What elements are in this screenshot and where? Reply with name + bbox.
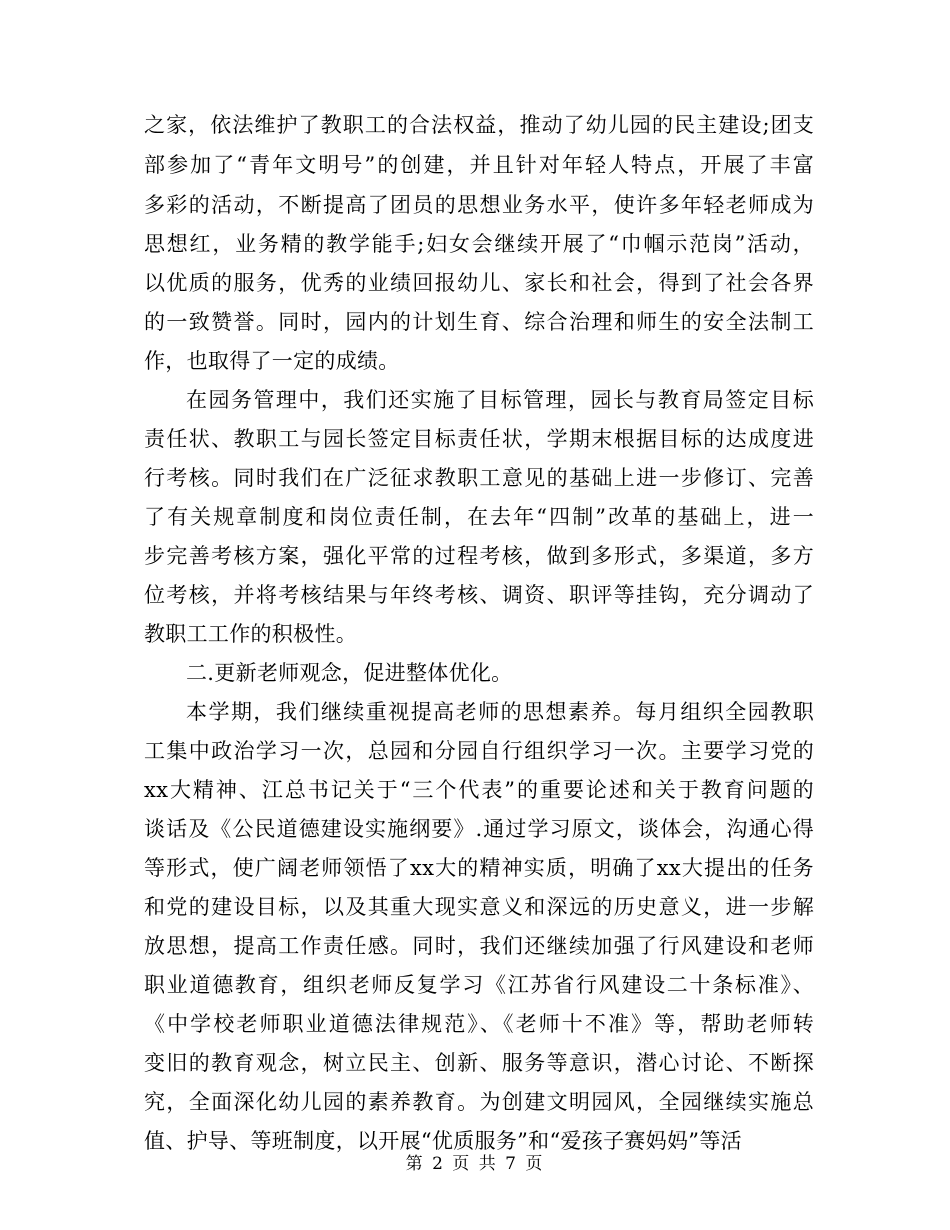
text-line: 思想红，业务精的教学能手;妇女会继续开展了“巾帼示范岗”活动， <box>144 232 814 256</box>
text-line: 步完善考核方案，强化平常的过程考核，做到多形式，多渠道，多方 <box>144 544 814 568</box>
text-line: 工集中政治学习一次，总园和分园自行组织学习一次。主要学习党的 <box>144 739 814 763</box>
text-line: 谈话及《公民道德建设实施纲要》.通过学习原文，谈体会，沟通心得 <box>144 817 814 841</box>
text-line: 在园务管理中，我们还实施了目标管理，园长与教育局签定目标 <box>186 388 814 412</box>
text-line: 行考核。同时我们在广泛征求教职工意见的基础上进一步修订、完善 <box>144 466 814 490</box>
text-line: 多彩的活动，不断提高了团员的思想业务水平，使许多年轻老师成为 <box>144 193 814 217</box>
text-line: 二.更新老师观念，促进整体优化。 <box>186 661 513 685</box>
text-line: 和党的建设目标，以及其重大现实意义和深远的历史意义，进一步解 <box>144 895 814 919</box>
text-line: 了有关规章制度和岗位责任制，在去年“四制”改革的基础上，进一 <box>144 505 814 529</box>
text-line: 放思想，提高工作责任感。同时，我们还继续加强了行风建设和老师 <box>144 934 814 958</box>
text-line: 等形式，使广阔老师领悟了xx大的精神实质，明确了xx大提出的任务 <box>144 856 814 880</box>
text-line: 究，全面深化幼儿园的素养教育。为创建文明园风，全园继续实施总 <box>144 1090 814 1114</box>
text-line: 变旧的教育观念，树立民主、创新、服务等意识，潜心讨论、不断探 <box>144 1051 814 1075</box>
page-footer: 第 2 页 共 7 页 <box>405 1154 545 1174</box>
text-line: 作，也取得了一定的成绩。 <box>144 349 400 373</box>
text-line: 《中学校老师职业道德法律规范》、《老师十不准》等，帮助老师转 <box>144 1012 814 1036</box>
text-line: 本学期，我们继续重视提高老师的思想素养。每月组织全园教职 <box>186 700 814 724</box>
text-line: 位考核，并将考核结果与年终考核、调资、职评等挂钩，充分调动了 <box>144 583 814 607</box>
text-line: 的一致赞誉。同时，园内的计划生育、综合治理和师生的安全法制工 <box>144 310 814 334</box>
text-line: 部参加了“青年文明号”的创建，并且针对年轻人特点，开展了丰富 <box>144 153 814 177</box>
text-line: 值、护导、等班制度，以开展“优质服务”和“爱孩子赛妈妈”等活 <box>144 1129 742 1153</box>
text-line: 教职工工作的积极性。 <box>144 622 357 646</box>
text-line: 职业道德教育，组织老师反复学习《江苏省行风建设二十条标准》、 <box>144 973 814 997</box>
text-line: 以优质的服务，优秀的业绩回报幼儿、家长和社会，得到了社会各界 <box>144 271 814 295</box>
text-line: xx大精神、江总书记关于“三个代表”的重要论述和关于教育问题的 <box>144 778 814 802</box>
text-line: 之家，依法维护了教职工的合法权益，推动了幼儿园的民主建设;团支 <box>144 113 814 137</box>
text-line: 责任状、教职工与园长签定目标责任状，学期末根据目标的达成度进 <box>144 427 814 451</box>
